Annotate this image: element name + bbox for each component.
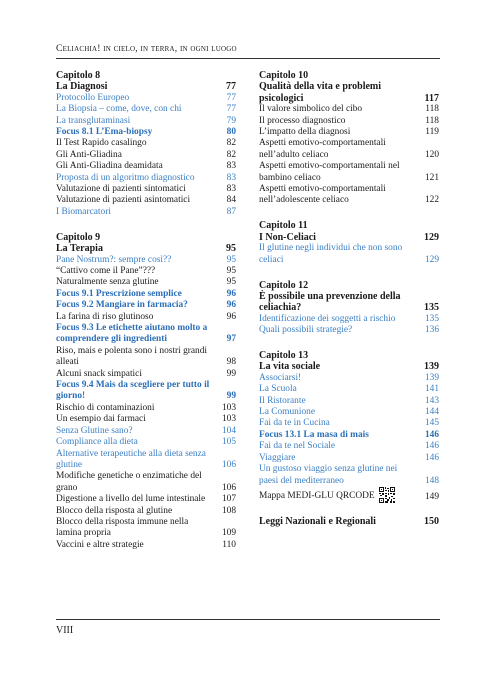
toc-chapter <box>259 350 439 503</box>
toc-entry <box>56 138 236 149</box>
toc-entry-page: 106 <box>221 482 236 493</box>
toc-entry-title: Pane Nostrum?: sempre così?? <box>56 254 172 265</box>
toc-entry-title: Associarsi! <box>259 372 302 383</box>
toc-entry-title: La Scuola <box>259 384 297 395</box>
toc-entry[interactable] <box>259 314 439 325</box>
toc-chapter <box>259 516 439 527</box>
footer-rule <box>56 619 440 620</box>
toc-entry[interactable] <box>56 207 236 218</box>
toc-entry-page: 95 <box>226 277 236 288</box>
toc-entry-title: Il glutine negli individui che non sono celiaci <box>259 243 403 265</box>
chapter-label: Capitolo 12 <box>259 279 309 291</box>
toc-entry-page: 110 <box>222 539 236 550</box>
toc-focus-entry[interactable] <box>56 300 236 311</box>
toc-entry[interactable] <box>259 453 439 464</box>
chapter-label: Capitolo 13 <box>259 350 309 362</box>
toc-entry <box>56 540 236 551</box>
toc-entry-title: Un esempio dai farmaci <box>56 414 146 425</box>
toc-entry-page: 107 <box>221 494 236 505</box>
toc-entry-title: Mappa MEDI-GLU QRCODE <box>259 487 413 503</box>
toc-entry-page: 146 <box>424 429 439 440</box>
toc-entry[interactable] <box>56 116 236 127</box>
toc-entry-title: Quali possibili strategie? <box>259 325 353 336</box>
toc-entry[interactable] <box>259 441 439 452</box>
toc-entry-title: Gli Anti-Gliadina deamidata <box>56 161 163 172</box>
toc-entry-page: 136 <box>424 325 439 336</box>
chapter-page-number: 139 <box>424 361 439 373</box>
toc-entry-page: 82 <box>226 138 236 149</box>
toc-entry-title: Compliance alla dieta <box>56 437 138 448</box>
chapter-label: Capitolo 10 <box>259 70 309 81</box>
toc-entry-title: Protocollo Europeo <box>56 92 130 103</box>
toc-entry-page: 103 <box>221 402 236 413</box>
toc-entry <box>56 312 236 323</box>
toc-entry[interactable] <box>259 464 439 487</box>
chapter-title: Leggi Nazionali e Regionali <box>259 516 376 528</box>
toc-entry-title: La farina di riso glutinoso <box>56 311 154 322</box>
toc-entry[interactable] <box>259 418 439 429</box>
toc-entry-page: 83 <box>226 172 236 183</box>
toc-entry <box>56 494 236 505</box>
chapter-page-number: 150 <box>424 516 439 528</box>
chapter-title: La Diagnosi <box>56 81 108 93</box>
toc-entry-page: 139 <box>424 372 439 383</box>
toc-entry[interactable] <box>56 255 236 266</box>
toc-entry[interactable] <box>259 396 439 407</box>
toc-entry-title: “Cattivo come il Pane”??? <box>56 266 156 276</box>
toc-entry <box>56 184 236 195</box>
toc-entry[interactable] <box>56 104 236 115</box>
toc-entry-title: Focus 8.1 L’Ema-biopsy <box>56 127 153 138</box>
toc-focus-entry[interactable] <box>56 380 236 403</box>
toc-entry-title: Focus 9.2 Mangiare in farmacia? <box>56 300 188 311</box>
chapter-title: La vita sociale <box>259 361 321 373</box>
chapter-label: Capitolo 11 <box>259 220 308 232</box>
toc-entry-title: Focus 9.3 Le etichette aiutano molto a comprendere gli ingredienti <box>56 323 208 345</box>
chapter-title: La Terapia <box>56 243 103 255</box>
toc-entry-page: 148 <box>424 475 439 486</box>
toc-entry-page: 96 <box>226 288 236 299</box>
chapter-title-row[interactable] <box>259 232 439 243</box>
toc-entry-page: 118 <box>425 104 439 115</box>
toc-entry-title: Blocco della risposta al glutine <box>56 505 173 516</box>
toc-entry <box>259 104 439 115</box>
toc-entry-page: 121 <box>424 172 439 183</box>
chapter-page-number: 135 <box>424 302 439 314</box>
toc-entry-title: Blocco della risposta immune nella lamina propria <box>56 516 189 539</box>
toc-entry-page: 103 <box>221 414 236 425</box>
toc-entry-page: 109 <box>221 528 236 539</box>
toc-entry-title: Focus 13.1 La masa di mais <box>259 429 369 440</box>
toc-entry-title: Naturalmente senza glutine <box>56 277 159 288</box>
toc-entry <box>259 116 439 127</box>
qr-code-icon <box>379 487 395 503</box>
toc-right-column <box>259 70 439 541</box>
toc-chapter <box>56 232 236 551</box>
toc-entry-title: Viaggiare <box>259 452 296 463</box>
toc-entry-title: L’impatto della diagnosi <box>259 127 351 138</box>
chapter-title-row[interactable] <box>259 81 439 104</box>
toc-focus-entry[interactable] <box>56 289 236 300</box>
toc-entry-page: 87 <box>226 206 236 217</box>
toc-entry-page: 95 <box>226 254 236 265</box>
toc-entry-page: 135 <box>424 313 439 324</box>
toc-entry-title: Il Test Rapido casalingo <box>56 138 147 149</box>
chapter-title: Qualità della vita e problemi psicologici <box>259 81 382 104</box>
chapter-page-number: 117 <box>424 92 439 104</box>
toc-entry-title: Identificazione dei soggetti a rischio <box>259 313 396 324</box>
chapter-label: Capitolo 9 <box>56 231 101 243</box>
toc-entry-title: Aspetti emotivo-comportamentali nel bambino celiaco <box>259 161 400 183</box>
toc-chapter <box>259 70 439 207</box>
toc-entry-title: Alternative terapeutiche alla dieta senza glutine <box>56 448 206 470</box>
toc-entry-title: Aspetti emotivo-comportamentali nell’adolescente celiaco <box>259 184 386 206</box>
toc-entry-title: La Biopsia – come, dove, con chi <box>56 104 182 115</box>
chapter-title-row[interactable] <box>56 81 236 92</box>
chapter-label: Capitolo 8 <box>56 70 101 81</box>
toc-entry-page: 80 <box>226 127 236 138</box>
toc-entry-page: 96 <box>226 300 236 311</box>
toc-entry[interactable] <box>259 384 439 395</box>
toc-entry-page: 108 <box>221 505 236 516</box>
toc-entry[interactable] <box>56 173 236 184</box>
toc-entry-title: Un gustoso viaggio senza glutine nei paesi del mediterraneo <box>259 464 398 486</box>
toc-entry-title: Riso, mais e polenta sono i nostri grandi alleati <box>56 345 208 368</box>
toc-entry <box>56 414 236 425</box>
chapter-page-number: 129 <box>424 231 439 243</box>
toc-entry-title: Proposta di un algoritmo diagnostico <box>56 172 195 183</box>
toc-entry[interactable] <box>56 93 236 104</box>
page-number: VIII <box>56 625 74 636</box>
chapter-page-number: 95 <box>226 243 236 255</box>
toc-entry-page: 77 <box>226 92 236 103</box>
toc-entry-page: 146 <box>424 452 439 463</box>
toc-entry-title: Fai da te in Cucina <box>259 418 330 429</box>
toc-entry-page: 119 <box>425 127 439 138</box>
toc-entry-page: 83 <box>226 161 236 172</box>
toc-entry-title: Gli Anti-Gliadina <box>56 149 122 160</box>
toc-entry-page: 82 <box>226 149 236 160</box>
toc-entry-title: I Biomarcatori <box>56 206 111 217</box>
toc-entry[interactable] <box>259 407 439 418</box>
toc-entry-title: Modifiche genetiche o enzimatiche del grano <box>56 471 202 493</box>
toc-entry-title: Aspetti emotivo-comportamentali nell’adulto celiaco <box>259 138 386 160</box>
toc-entry-title: Vaccini e altre strategie <box>56 539 144 550</box>
toc-entry <box>56 506 236 517</box>
chapter-title: I Non-Celiaci <box>259 231 316 243</box>
toc-entry-page: 122 <box>424 195 439 206</box>
toc-entry <box>56 517 236 540</box>
toc-entry-title: Il valore simbolico del cibo <box>259 104 363 115</box>
toc-entry <box>56 195 236 206</box>
toc-chapter <box>259 220 439 266</box>
toc-entry-page: 99 <box>226 391 236 402</box>
chapter-title-row[interactable] <box>259 516 439 527</box>
toc-entry-title: La Comunione <box>259 407 315 418</box>
toc-entry <box>56 277 236 288</box>
toc-entry <box>56 266 236 277</box>
toc-entry[interactable] <box>259 243 439 266</box>
toc-entry-page: 99 <box>226 368 236 379</box>
chapter-title-row[interactable] <box>259 361 439 372</box>
toc-entry <box>259 138 439 161</box>
toc-entry-page: 95 <box>226 266 236 276</box>
toc-entry-page: 105 <box>221 437 236 448</box>
toc-chapter <box>259 280 439 337</box>
toc-entry[interactable] <box>56 437 236 448</box>
toc-entry-title: Digestione a livello del lume intestinale <box>56 494 206 505</box>
toc-entry-title: Valutazione di pazienti asintomatici <box>56 195 191 206</box>
toc-entry-page: 79 <box>226 115 236 126</box>
toc-entry <box>56 346 236 369</box>
toc-entry[interactable] <box>259 373 439 384</box>
toc-entry-page: 149 <box>424 491 439 502</box>
toc-chapter <box>56 70 236 218</box>
toc-entry-title: Il Ristorante <box>259 395 306 406</box>
toc-entry-title: Alcuni snack simpatici <box>56 368 142 379</box>
toc-entry <box>56 403 236 414</box>
chapter-page-number: 77 <box>226 81 236 93</box>
toc-entry-title: La transglutaminasi <box>56 115 131 126</box>
toc-entry <box>56 161 236 172</box>
toc-entry-page: 97 <box>226 334 236 345</box>
toc-entry-page: 145 <box>424 418 439 429</box>
toc-entry-page: 146 <box>424 441 439 452</box>
toc-entry <box>56 369 236 380</box>
toc-entry-page: 120 <box>424 149 439 160</box>
toc-entry-page: 83 <box>226 184 236 195</box>
toc-entry-page: 104 <box>221 425 236 436</box>
toc-entry-page: 96 <box>226 311 236 322</box>
chapter-title: È possibile una prevenzione della celiachia? <box>259 290 401 314</box>
toc-entry-page: 141 <box>424 384 439 395</box>
toc-left-column <box>56 70 236 565</box>
toc-entry <box>56 471 236 494</box>
header-rule <box>56 58 440 59</box>
toc-entry <box>259 487 439 503</box>
toc-entry-title: Fai da te nel Sociale <box>259 441 336 452</box>
toc-entry <box>259 161 439 184</box>
toc-entry-page: 118 <box>425 115 439 126</box>
toc-entry-page: 106 <box>221 459 236 470</box>
toc-entry-title: Rischio di contaminazioni <box>56 402 155 413</box>
toc-focus-entry[interactable] <box>56 323 236 346</box>
chapter-title-row[interactable] <box>259 291 439 314</box>
toc-focus-entry[interactable] <box>56 127 236 138</box>
running-head: Celiachia! in cielo, in terra, in ogni luogo <box>56 43 237 54</box>
toc-entry-page: 98 <box>226 357 236 368</box>
toc-entry[interactable] <box>56 449 236 472</box>
toc-entry <box>259 127 439 138</box>
toc-entry <box>259 184 439 207</box>
toc-entry[interactable] <box>56 426 236 437</box>
chapter-title-row[interactable] <box>56 243 236 254</box>
toc-entry <box>56 150 236 161</box>
toc-entry-title: Valutazione di pazienti sintomatici <box>56 184 186 195</box>
toc-entry-page: 84 <box>226 195 236 206</box>
toc-entry-title: Senza Glutine sano? <box>56 425 133 436</box>
toc-entry-page: 143 <box>424 395 439 406</box>
toc-entry[interactable] <box>259 325 439 336</box>
toc-entry-title: Focus 9.1 Prescrizione semplice <box>56 288 182 299</box>
toc-entry-page: 144 <box>424 407 439 418</box>
toc-focus-entry[interactable] <box>259 430 439 441</box>
toc-entry-title: Focus 9.4 Mais da scegliere per tutto il giorno! <box>56 380 210 402</box>
toc-entry-title: Il processo diagnostico <box>259 115 346 126</box>
toc-entry-page: 129 <box>424 254 439 265</box>
toc-entry-page: 77 <box>226 104 236 115</box>
